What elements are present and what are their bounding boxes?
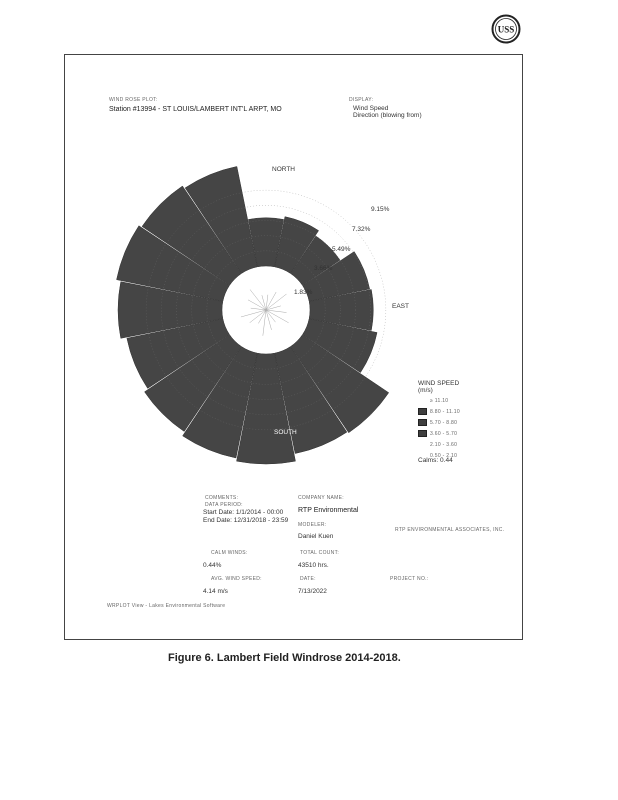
calm-winds-value: 0.44% [203,562,222,569]
windrose-spoke-9 [263,310,266,336]
modeler-value: Daniel Kuen [298,533,334,540]
windrose-spoke-3 [266,294,286,310]
legend-swatch-3 [418,419,427,426]
company-small: RTP ENVIRONMENTAL ASSOCIATES, INC. [395,527,505,533]
svg-text:USS: USS [497,24,515,35]
modeler-label: MODELER: [298,522,327,528]
windrose-petals [117,166,389,464]
north-label: NORTH [272,166,295,173]
windrose-spoke-7 [266,310,275,322]
windrose-spoke-15 [250,290,266,310]
total-count-label: TOTAL COUNT: [300,550,340,556]
windrose-center-spokes [241,290,289,336]
total-count-value: 43510 hrs. [298,562,329,569]
avg-speed-value: 4.14 m/s [203,588,228,595]
header-label: WIND ROSE PLOT: [109,97,158,103]
legend-item-5: 2.10 - 3.60 [430,442,458,448]
ring-label-1: 1.83% [294,289,313,296]
company-value: RTP Environmental [298,507,359,514]
windrose-spoke-5 [266,310,287,313]
east-label: EAST [392,303,409,310]
legend-swatch-2 [418,408,427,415]
project-label: PROJECT NO.: [390,576,429,582]
windrose-spoke-12 [241,310,266,317]
figure-caption: Figure 6. Lambert Field Windrose 2014-2018. [168,652,401,664]
legend-unit: (m/s) [418,387,433,394]
software-footer: WRPLOT View - Lakes Environmental Software [107,603,226,609]
direction-label: Direction (blowing from) [353,112,422,119]
end-date: End Date: 12/31/2018 - 23:59 [203,517,289,524]
station-title: Station #13994 - ST LOUIS/LAMBERT INT'L ARPT, MO [109,106,282,113]
ring-label-4: 7.32% [352,226,371,233]
date-label: DATE: [300,576,316,582]
legend-swatch-1 [418,397,427,404]
windrose-spoke-2 [266,292,276,310]
calms-label: Calms: 0.44 [418,457,453,464]
legend-item-6: 0.50 - 2.10 [430,453,458,459]
legend-swatch-4 [418,430,427,437]
data-period-label: DATA PERIOD: [205,502,243,508]
ring-label-3: 5.49% [332,246,351,253]
comments-label: COMMENTS: [205,495,239,501]
company-seal-logo [491,14,521,44]
windrose-spoke-6 [266,310,289,323]
legend-item-2: 8.80 - 11.10 [430,409,460,415]
windrose-spoke-1 [266,295,268,310]
windrose-chart [65,55,524,641]
start-date: Start Date: 1/1/2014 - 00:00 [203,509,284,516]
legend-item-1: ≥ 11.10 [430,398,449,404]
windrose-spoke-11 [250,310,266,323]
windrose-spoke-14 [248,300,266,310]
windrose-spoke-8 [266,310,272,330]
display-label: DISPLAY: [349,97,374,103]
windrose-report-frame [64,54,523,640]
legend-item-4: 3.60 - 5.70 [430,431,458,437]
legend-title: WIND SPEED [418,380,460,387]
company-label: COMPANY NAME: [298,495,344,501]
legend-swatch-5 [418,441,427,448]
ring-label-2: 3.66% [314,265,333,272]
legend-item-3: 5.70 - 8.80 [430,420,458,426]
ring-label-5: 9.15% [371,206,390,213]
display-value: Wind Speed [353,105,389,112]
avg-speed-label: AVG. WIND SPEED: [211,576,262,582]
south-label: SOUTH [274,429,297,436]
windrose-spoke-13 [251,308,266,310]
calm-winds-label: CALM WINDS: [211,550,248,556]
date-value: 7/13/2022 [298,588,327,595]
